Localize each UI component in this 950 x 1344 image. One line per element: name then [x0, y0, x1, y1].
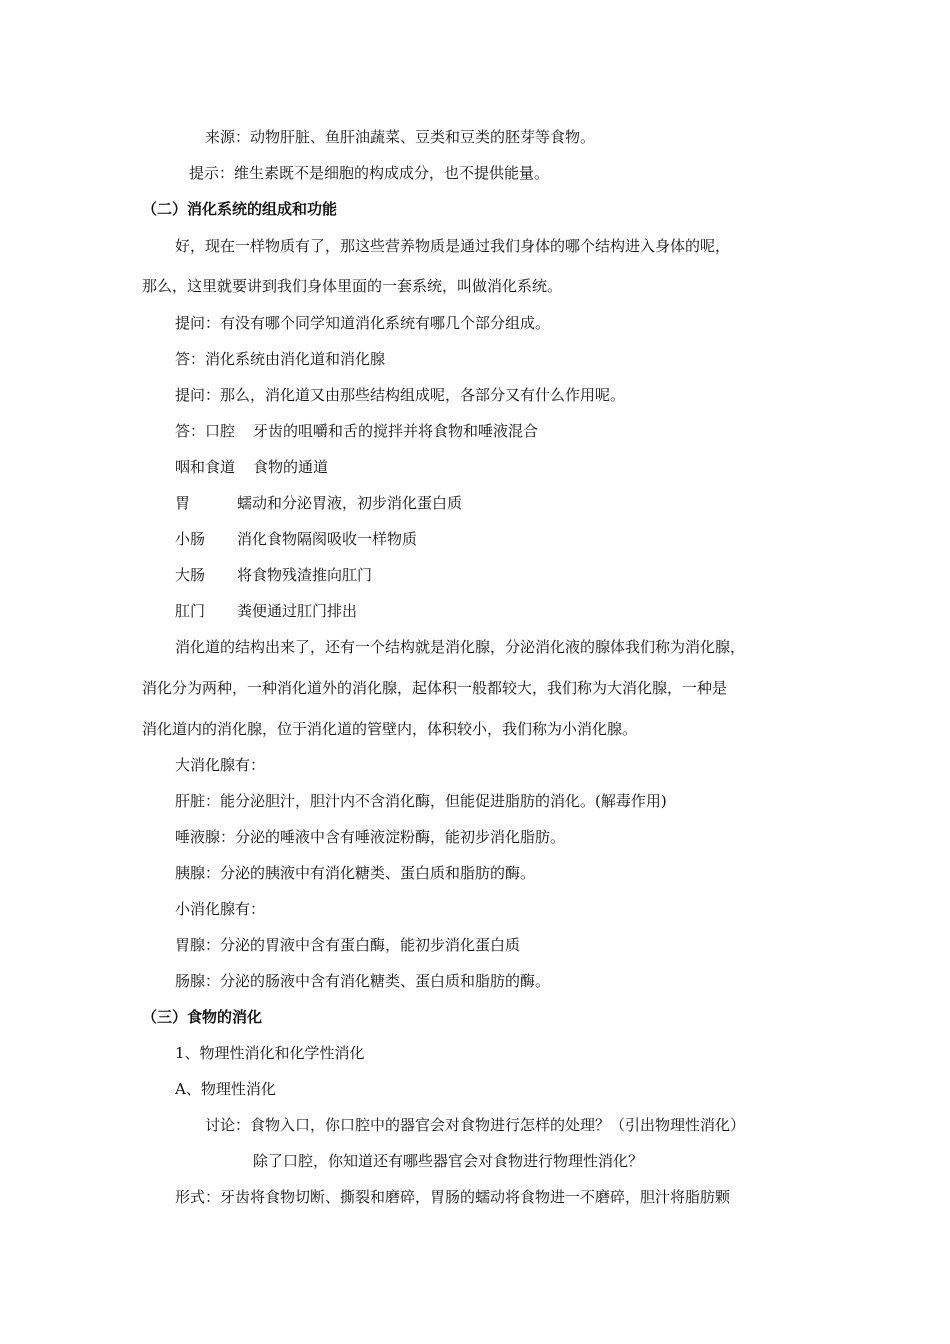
organ-desc: 牙齿的咀嚼和舌的搅拌并将食物和唾液混合: [253, 422, 539, 440]
organ-desc: 消化食物隔阂吸收一样物质: [237, 530, 418, 548]
organ-row: [175, 529, 418, 549]
organ-row: [175, 601, 358, 621]
organ-desc: 粪便通过肛门排出: [237, 602, 358, 620]
organ-desc: 食物的通道: [253, 458, 329, 476]
organ-desc: 蠕动和分泌胃液，初步消化蛋白质: [237, 494, 463, 512]
paragraph-line: 好，现在一样物质有了，那这些营养物质是通过我们身体的哪个结构进入身体的呢，: [175, 237, 731, 255]
gland-pancreas-line: 胰腺：分泌的胰液中有消化糖类、蛋白质和脂肪的酶。: [175, 864, 536, 882]
question-line: 提问：那么，消化道又由那些结构组成呢，各部分又有什么作用呢。: [175, 386, 626, 404]
subsection-heading: 1、物理性消化和化学性消化: [175, 1044, 365, 1062]
list-title-large-glands: 大消化腺有：: [175, 756, 266, 774]
discussion-line: 讨论：食物入口，你口腔中的器官会对食物进行怎样的处理？（引出物理性消化）: [205, 1116, 746, 1134]
organ-name: 大肠: [175, 566, 206, 584]
organ-row: [175, 421, 538, 441]
organ-name: 胃: [175, 494, 191, 512]
organ-name: 答：口腔: [175, 422, 236, 440]
answer-line: 答：消化系统由消化道和消化腺: [175, 350, 386, 368]
organ-name: 小肠: [175, 530, 206, 548]
list-title-small-glands: 小消化腺有：: [175, 900, 266, 918]
organ-name: 肛门: [175, 602, 206, 620]
paragraph-line: 消化分为两种，一种消化道外的消化腺，起体积一般都较大，我们称为大消化腺，一种是: [142, 679, 728, 697]
organ-row: [175, 565, 373, 585]
question-line: 提问：有没有哪个同学知道消化系统有哪几个部分组成。: [175, 314, 551, 332]
section-heading-digestive-system: （二）消化系统的组成和功能: [142, 200, 338, 218]
gland-salivary-line: 唾液腺：分泌的唾液中含有唾液淀粉酶，能初步消化脂肪。: [175, 828, 566, 846]
organ-row: [175, 493, 463, 513]
vitamin-source-line: 来源：动物肝脏、鱼肝油蔬菜、豆类和豆类的胚芽等食物。: [205, 128, 596, 146]
paragraph-line: 消化道内的消化腺，位于消化道的管壁内，体积较小，我们称为小消化腺。: [142, 720, 638, 738]
organ-row: [175, 457, 328, 477]
section-heading-food-digestion: （三）食物的消化: [142, 1008, 263, 1026]
organ-desc: 将食物残渣推向肛门: [237, 566, 373, 584]
gland-liver-line: 肝脏：能分泌胆汁，胆汁内不含消化酶，但能促进脂肪的消化。(解毒作用): [175, 792, 667, 810]
gland-gastric-line: 胃腺：分泌的胃液中含有蛋白酶，能初步消化蛋白质: [175, 936, 521, 954]
organ-name: 咽和食道: [175, 458, 236, 476]
vitamin-tip-line: 提示：维生素既不是细胞的构成成分，也不提供能量。: [189, 164, 550, 182]
paragraph-line: 消化道的结构出来了，还有一个结构就是消化腺，分泌消化液的腺体我们称为消化腺，: [175, 638, 746, 656]
paragraph-line: 那么，这里就要讲到我们身体里面的一套系统，叫做消化系统。: [142, 277, 563, 295]
subsection-heading: A、物理性消化: [175, 1080, 276, 1098]
paragraph-line: 形式：牙齿将食物切断、撕裂和磨碎，胃肠的蠕动将食物进一不磨碎，胆汁将脂肪颗: [175, 1188, 731, 1206]
discussion-line: 除了口腔，你知道还有哪些器官会对食物进行物理性消化？: [253, 1152, 644, 1170]
gland-intestinal-line: 肠腺：分泌的肠液中含有消化糖类、蛋白质和脂肪的酶。: [175, 972, 551, 990]
